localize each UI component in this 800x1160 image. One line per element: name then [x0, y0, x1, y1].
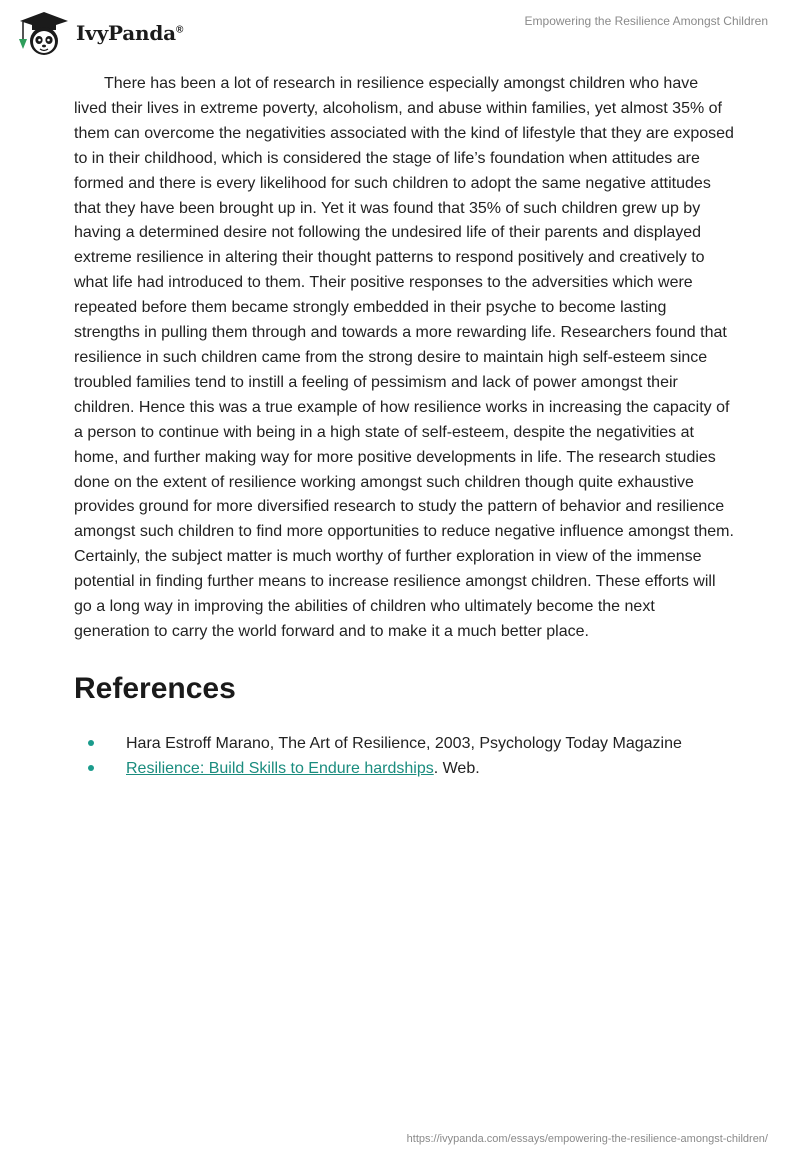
brand-name-text: IvyPanda: [76, 21, 176, 45]
reference-link[interactable]: Resilience: Build Skills to Endure hardships: [126, 759, 434, 777]
bullet-dot-icon: [88, 740, 94, 746]
reference-item: [74, 731, 734, 756]
panda-graduation-cap-icon: [14, 9, 72, 57]
registered-mark: ®: [175, 24, 184, 36]
body-paragraph: There has been a lot of research in resilience especially amongst children who have lived their lives in extreme poverty, alcoholism, and abuse within families, yet almost 35% of them can overcome the negativities associated with the kind of lifestyle that they are exposed to in their childhood, which is considered the stage of life’s foundation when attitudes are formed and there is every likelihood for such children to adopt the same negative attitudes that they have been brought up in. Yet it was found that 35% of such children grew up by having a determined desire not following the undesired life of their parents and displayed extreme resilience in altering their thought patterns to respond positively and creatively to what life had introduced to them. Their positive responses to the adversities which were repeated before them became strongly embedded in their psyche to become lasting strengths in pulling them through and towards a more rewarding life. Researchers found that resilience in such children came from the strong desire to maintain high self-esteem since troubled families tend to instill a feeling of pessimism and lack of power amongst their children. Hence this was a true example of how resilience works in increasing the capacity of a person to continue with being in a high state of self-esteem, despite the negativities at home, and further making way for more positive developments in life. The research studies done on the extent of resilience working amongst such children though quite exhaustive provides ground for more diversified research to study the pattern of behavior and resilience amongst such children to find more opportunities to reduce negative influence amongst them. Certainly, the subject matter is much worthy of further exploration in view of the immense potential in finding further means to increase resilience amongst children. These efforts will go a long way in improving the abilities of children who ultimately become the next generation to carry the world forward and to make it a much better place.: [74, 75, 734, 640]
reference-item: [74, 756, 734, 781]
page-header: [0, 0, 800, 70]
references-heading: References: [74, 671, 236, 705]
ivypanda-logo[interactable]: [14, 8, 183, 58]
brand-name: [76, 21, 183, 45]
bullet-dot-icon: [88, 765, 94, 771]
reference-suffix: . Web.: [433, 759, 480, 777]
document-title: Empowering the Resilience Amongst Children: [524, 14, 768, 28]
reference-text: Hara Estroff Marano, The Art of Resilience, 2003, Psychology Today Magazine: [126, 734, 682, 752]
footer-url: https://ivypanda.com/essays/empowering-the-resilience-amongst-children/: [406, 1133, 768, 1145]
references-list: [74, 731, 734, 781]
essay-content: [74, 72, 734, 781]
